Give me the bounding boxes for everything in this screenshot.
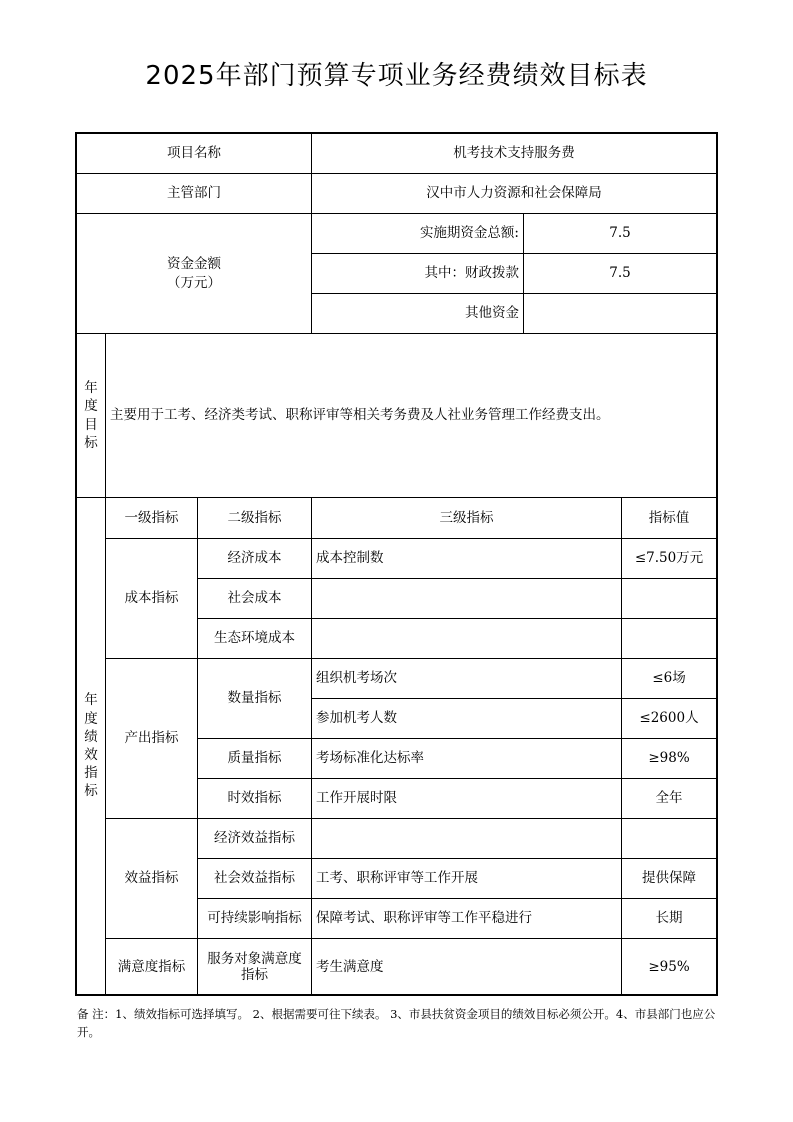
indicator-value [622,819,716,858]
level3-cell: 参加机考人数 [316,710,397,727]
fiscal-fund-value: 7.5 [609,265,631,282]
indicator-value: ≤6场 [652,670,686,687]
indicator-section-char: 效 [84,747,98,763]
indicator-value [622,619,716,658]
other-fund-value [524,294,716,333]
total-fund-label: 实施期资金总额: [419,225,519,242]
indicator-value [622,579,716,618]
level2-economic-cost: 经济成本 [227,550,282,567]
other-fund-label: 其他资金 [465,305,519,322]
indicator-section-char: 标 [84,783,98,800]
level3-cell: 考生满意度 [316,958,384,975]
level2-sustainable-impact: 可持续影响指标 [207,910,302,927]
total-fund-value: 7.5 [609,225,631,242]
indicator-section-char: 指 [84,765,98,782]
indicator-section-char: 年 [84,692,98,709]
level3-cell: 成本控制数 [316,550,384,567]
level3-cell: 保障考试、职称评审等工作平稳进行 [316,910,532,927]
header-value: 指标值 [648,509,690,526]
level2-economic-benefit: 经济效益指标 [214,830,295,847]
header-level1: 一级指标 [124,509,179,526]
indicator-value: ≥95% [648,958,690,975]
level2-social-cost: 社会成本 [227,590,282,607]
indicator-value: ≤2600人 [639,710,699,727]
fund-label-line2: （万元） [167,274,221,291]
level1-output: 产出指标 [124,730,179,747]
fund-amount-label [77,214,311,333]
level1-benefit: 效益指标 [124,870,179,887]
indicator-section-char: 度 [84,710,98,727]
indicator-value: 全年 [655,790,683,807]
annual-goal-text: 主要用于工考、经济类考试、职称评审等相关考务费及人社业务管理工作经费支出。 [110,407,610,424]
level2-satisfaction-line1: 服务对象满意度 [207,950,302,967]
department-label: 主管部门 [167,185,221,202]
level2-social-benefit: 社会效益指标 [214,870,295,887]
level1-satisfaction: 满意度指标 [117,958,186,975]
annual-goal-char: 标 [84,434,98,451]
footnote: 备 注：1、绩效指标可选择填写。 2、根据需要可往下续表。 3、市县扶贫资金项目的绩效目标必须公开。4、市县部门也应公开。 [77,1007,716,1039]
level1-cost: 成本指标 [124,590,179,607]
fund-label-line1: 资金金额 [167,256,221,273]
department-value: 汉中市人力资源和社会保障局 [426,185,602,202]
annual-goal-char: 度 [84,398,98,415]
level2-satisfaction-line2: 指标 [241,967,268,983]
level3-cell: 组织机考场次 [316,670,397,687]
indicator-section-char: 绩 [84,728,98,745]
indicator-value: ≤7.50万元 [634,550,704,567]
performance-indicators-label [77,498,105,994]
annual-goal-label [77,334,105,497]
page-title: 2025年部门预算专项业务经费绩效目标表 [145,61,648,91]
fiscal-fund-label: 其中：财政拨款 [424,265,519,282]
level3-cell: 工作开展时限 [316,790,397,807]
project-name-label: 项目名称 [167,144,221,161]
level3-cell: 工考、职称评审等工作开展 [316,870,478,887]
level2-eco-cost: 生态环境成本 [214,630,295,647]
header-level3: 三级指标 [439,509,494,526]
annual-goal-char: 目 [84,416,98,433]
annual-goal-char: 年 [84,380,98,397]
level2-service-satisfaction [198,939,311,995]
level3-cell: 考场标准化达标率 [316,750,424,767]
indicator-value: 提供保障 [642,870,696,887]
header-level2: 二级指标 [227,509,282,526]
level2-quality: 质量指标 [227,750,282,767]
level3-cell [312,579,621,618]
project-name-value: 机考技术支持服务费 [453,144,575,161]
level2-quantity: 数量指标 [227,690,282,707]
indicator-value: ≥98% [648,750,690,767]
indicator-value: 长期 [655,910,683,927]
level3-cell [312,619,621,658]
level3-cell [312,819,621,858]
level2-timeliness: 时效指标 [227,790,282,807]
